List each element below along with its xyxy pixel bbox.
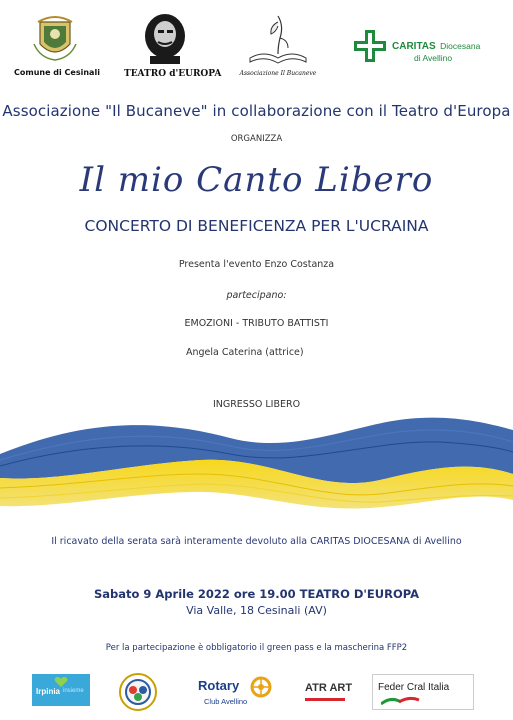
event-subtitle: CONCERTO DI BENEFICENZA PER L'UCRAINA — [84, 217, 429, 235]
bucaneve-caption: Associazione Il Bucaneve — [239, 70, 317, 77]
rotary-wheel-icon — [250, 676, 272, 698]
proceeds-line: Il ricavato della serata sarà interamente devoluto alla CARITAS DIOCESANA di Avellino — [51, 536, 462, 547]
caritas-main: CARITAS — [392, 41, 436, 52]
green-pass-notice: Per la partecipazione è obbligatorio il green pass e la mascherina FFP2 — [105, 643, 408, 653]
feder-label: Feder Cral Italia — [378, 682, 450, 693]
round-emblem-icon — [118, 672, 158, 712]
presenter-line: Presenta l'evento Enzo Costanza — [178, 259, 335, 270]
atr-art-accent — [305, 698, 345, 701]
snowdrop-book-icon — [238, 12, 318, 68]
caritas-sub: Diocesana — [440, 41, 481, 51]
coat-of-arms-icon — [10, 14, 100, 64]
caritas-cross-icon — [352, 28, 388, 64]
portrait-icon — [124, 12, 206, 66]
atr-art-label: ATR ART — [305, 682, 353, 694]
participants-label: partecipano: — [226, 290, 287, 301]
sponsor-circle-logo — [118, 672, 158, 712]
rotary-label: Rotary — [198, 678, 240, 693]
logo-comune-di-cesinali — [10, 14, 100, 84]
logo-associazione-il-bucaneve — [238, 12, 318, 84]
free-entry-label: INGRESSO LIBERO — [212, 399, 301, 410]
participant-angela: Angela Caterina (attrice) — [186, 347, 304, 358]
association-line: Associazione "Il Bucaneve" in collaborazione con il Teatro d'Europa — [2, 102, 511, 120]
irpinia-heart-icon — [54, 676, 68, 688]
ukraine-flag-waves — [0, 408, 513, 520]
event-date-line: Sabato 9 Aprile 2022 ore 19.00 TEATRO D'EUROPA — [93, 587, 420, 601]
irpinia-label: Irpinia — [36, 687, 61, 696]
event-title: Il mio Canto Libero — [79, 160, 434, 200]
caritas-text — [392, 40, 480, 63]
italy-flag-swoosh-icon — [381, 696, 421, 706]
irpinia-sub-label: insieme — [63, 688, 84, 694]
organizza-label: ORGANIZZA — [230, 134, 283, 144]
logo-caritas — [352, 28, 482, 68]
sponsor-atr-art — [303, 678, 353, 706]
teatro-caption: TEATRO d'EUROPA — [124, 69, 222, 79]
participant-emozioni: EMOZIONI - TRIBUTO BATTISTI — [184, 318, 329, 329]
sponsor-irpinia — [32, 674, 90, 706]
comune-caption: Comune di Cesinali — [14, 68, 100, 77]
logo-teatro-d-europa — [124, 12, 222, 84]
sponsor-feder-cral-italia — [372, 674, 474, 710]
event-address: Via Valle, 18 Cesinali (AV) — [186, 604, 327, 617]
rotary-sub-label: Club Avellino — [204, 697, 248, 706]
sponsor-rotary — [198, 676, 278, 710]
caritas-city: di Avellino — [414, 53, 453, 63]
